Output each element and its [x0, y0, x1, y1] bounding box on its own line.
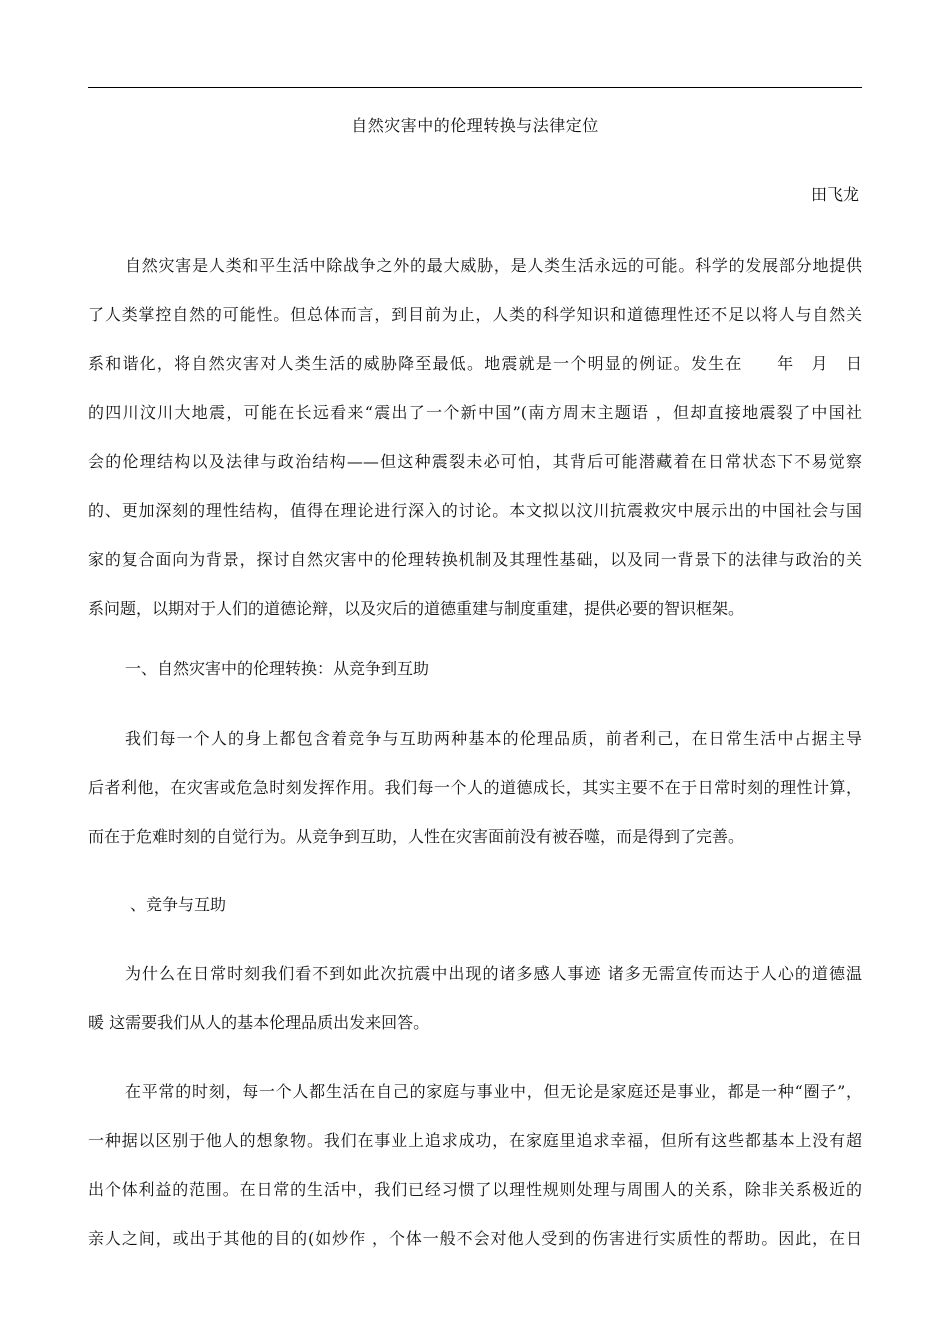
section-heading-1: 一、自然灾害中的伦理转换：从竞争到互助 [125, 659, 430, 678]
paragraph-daily-life [88, 1080, 862, 1276]
paragraph-line: 系问题，以期对于人们的道德论辩，以及灾后的道德重建与制度重建，提供必要的智识框架。 [88, 599, 745, 618]
paragraph-line: 而在于危难时刻的自觉行为。从竞争到互助，人性在灾害面前没有被吞噬，而是得到了完善。 [88, 827, 745, 846]
paragraph-line: 系和谐化，将自然灾害对人类生活的威胁降至最低。地震就是一个明显的例证。发生在 年 月 日 [88, 354, 862, 373]
paragraph-line: 出个体利益的范围。在日常的生活中，我们已经习惯了以理性规则处理与周围人的关系，除非关系极近的 [88, 1180, 862, 1199]
paragraph-line: 我们每一个人的身上都包含着竞争与互助两种基本的伦理品质，前者利己，在日常生活中占据主导 [125, 729, 862, 748]
paragraph-line: 在平常的时刻，每一个人都生活在自己的家庭与事业中，但无论是家庭还是事业，都是一种“圈子”， [125, 1082, 862, 1101]
paragraph-line: 了人类掌控自然的可能性。但总体而言，到目前为止，人类的科学知识和道德理性还不足以将人与自然关 [88, 305, 862, 324]
paragraph-ethics [88, 727, 862, 874]
paragraph-line: 的、更加深刻的理性结构，值得在理论进行深入的讨论。本文拟以汶川抗震救灾中展示出的中国社会与国 [88, 501, 862, 520]
paragraph-line: 的四川汶川大地震，可能在长远看来“震出了一个新中国”(南方周末主题语 ，但却直接地震裂了中国社 [88, 403, 862, 422]
paragraph-line: 一种据以区别于他人的想象物。我们在事业上追求成功，在家庭里追求幸福，但所有这些都基本上没有超 [88, 1131, 862, 1150]
author-name: 田飞龙 [810, 185, 859, 204]
paragraph-line: 会的伦理结构以及法律与政治结构——但这种震裂未必可怕，其背后可能潜藏着在日常状态下不易觉察 [88, 452, 862, 471]
paragraph-line: 亲人之间，或出于其他的目的(如炒作 ，个体一般不会对他人受到的伤害进行实质性的帮助。因此，在日 [88, 1229, 862, 1248]
paragraph-line: 家的复合面向为背景，探讨自然灾害中的伦理转换机制及其理性基础，以及同一背景下的法律与政治的关 [88, 550, 862, 569]
section-heading-2: 、竞争与互助 [130, 895, 227, 914]
document-title: 自然灾害中的伦理转换与法律定位 [351, 116, 599, 135]
paragraph-line: 暖 这需要我们从人的基本伦理品质出发来回答。 [88, 1013, 430, 1032]
paragraph-line: 为什么在日常时刻我们看不到如此次抗震中出现的诸多感人事迹 诸多无需宣传而达于人心的道德温 [125, 964, 862, 983]
header-rule [88, 87, 862, 88]
paragraph-line: 后者利他，在灾害或危急时刻发挥作用。我们每一个人的道德成长，其实主要不在于日常时刻的理性计算， [88, 778, 862, 797]
paragraph-intro [88, 254, 862, 646]
paragraph-line: 自然灾害是人类和平生活中除战争之外的最大威胁，是人类生活永远的可能。科学的发展部分地提供 [125, 256, 862, 275]
paragraph-question [88, 962, 862, 1060]
